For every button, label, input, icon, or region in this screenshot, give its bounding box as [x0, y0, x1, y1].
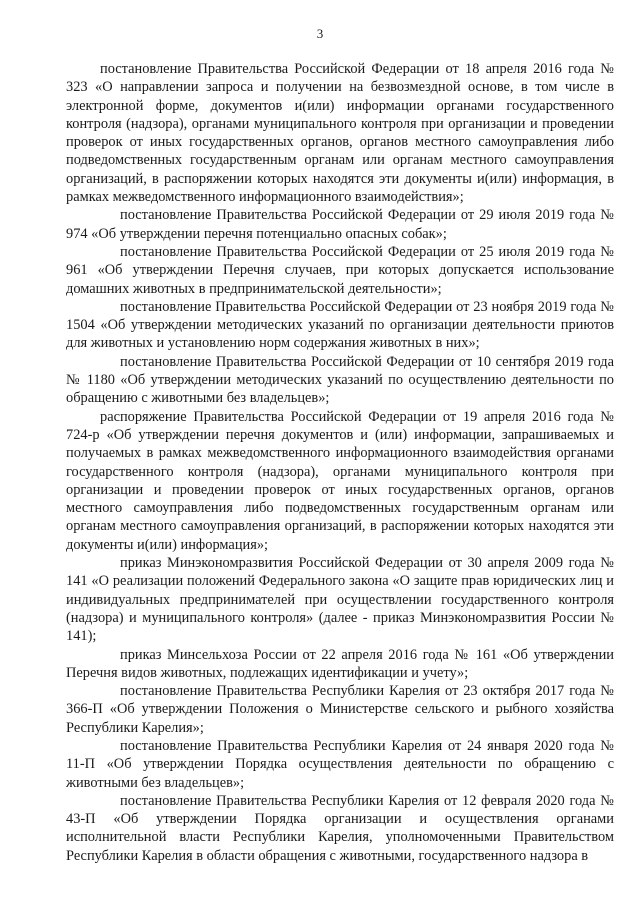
paragraph-decree-1504: постановление Правительства Российской Федерации от 23 ноября 2019 года № 1504 «Об утверждении методических указаний по организации деятельности приютов для животных и установлению норм содержания животных в них»; — [66, 298, 614, 352]
paragraph-order-161: приказ Минсельхоза России от 22 апреля 2016 года № 161 «Об утверждении Перечня видов животных, подлежащих идентификации и учету»; — [66, 646, 614, 681]
document-body — [66, 60, 614, 865]
paragraph-decree-974: постановление Правительства Российской Федерации от 29 июля 2019 года № 974 «Об утверждении перечня потенциально опасных собак»; — [66, 207, 614, 242]
paragraph-decree-43-p: постановление Правительства Республики Карелия от 12 февраля 2020 года № 43-П «Об утверждении Порядка организации и осуществления органами исполнительной власти Республики Карелия, уполномоченными Правительством Республики Карелия в области обращения с животными, государственного надзора в — [66, 792, 614, 864]
paragraph-decree-961: постановление Правительства Российской Федерации от 25 июля 2019 года № 961 «Об утверждении Перечня случаев, при которых допускается использование домашних животных в предпринимательской деятельности»; — [66, 243, 614, 297]
paragraph-decree-366-p: постановление Правительства Республики Карелия от 23 октября 2017 года № 366-П «Об утверждении Положения о Министерстве сельского и рыбного хозяйства Республики Карелия»; — [66, 683, 614, 736]
paragraph-decree-11-p: постановление Правительства Республики Карелия от 24 января 2020 года № 11-П «Об утверждении Порядка осуществления деятельности по обращению с животными без владельцев»; — [66, 737, 614, 791]
paragraph-order-141: приказ Минэкономразвития Российской Федерации от 30 апреля 2009 года № 141 «О реализации положений Федерального закона «О защите прав юридических лиц и индивидуальных предпринимателей при осуществлении государственного контроля (надзора) и муниципального контроля» (далее - приказ Минэкономразвития России № 141); — [66, 555, 614, 645]
paragraph-decree-323: постановление Правительства Российской Федерации от 18 апреля 2016 года № 323 «О направлении запроса и получении на безвозмездной основе, в том числе в электронной форме, документов и(или) информации органами государственного контроля (надзора), органами муниципального контроля при организации и проведении проверок от иных государственных органов, органов местного самоуправления либо подведомственных государственным органам или органам местного самоуправления организаций, в распоряжении которых находятся эти документы и(или) информация, в рамках межведомственного информационного взаимодействия»; — [66, 61, 614, 206]
paragraph-order-724-r: распоряжение Правительства Российской Федерации от 19 апреля 2016 года № 724-р «Об утверждении перечня документов и (или) информации, запрашиваемых и получаемых в рамках межведомственного информационного взаимодействия органами государственного контроля (надзора), органами муниципального контроля при организации и проведении проверок от иных государственных органов, органов местного самоуправления либо подведомственных государственным органам или органам местного самоуправления организаций, в распоряжении которых находятся эти документы и(или) информация»; — [66, 408, 614, 553]
paragraph-decree-1180: постановление Правительства Российской Федерации от 10 сентября 2019 года № 1180 «Об утверждении методических указаний по осуществлению деятельности по обращению с животными без владельцев»; — [66, 353, 614, 407]
page-number: 3 — [316, 26, 324, 41]
